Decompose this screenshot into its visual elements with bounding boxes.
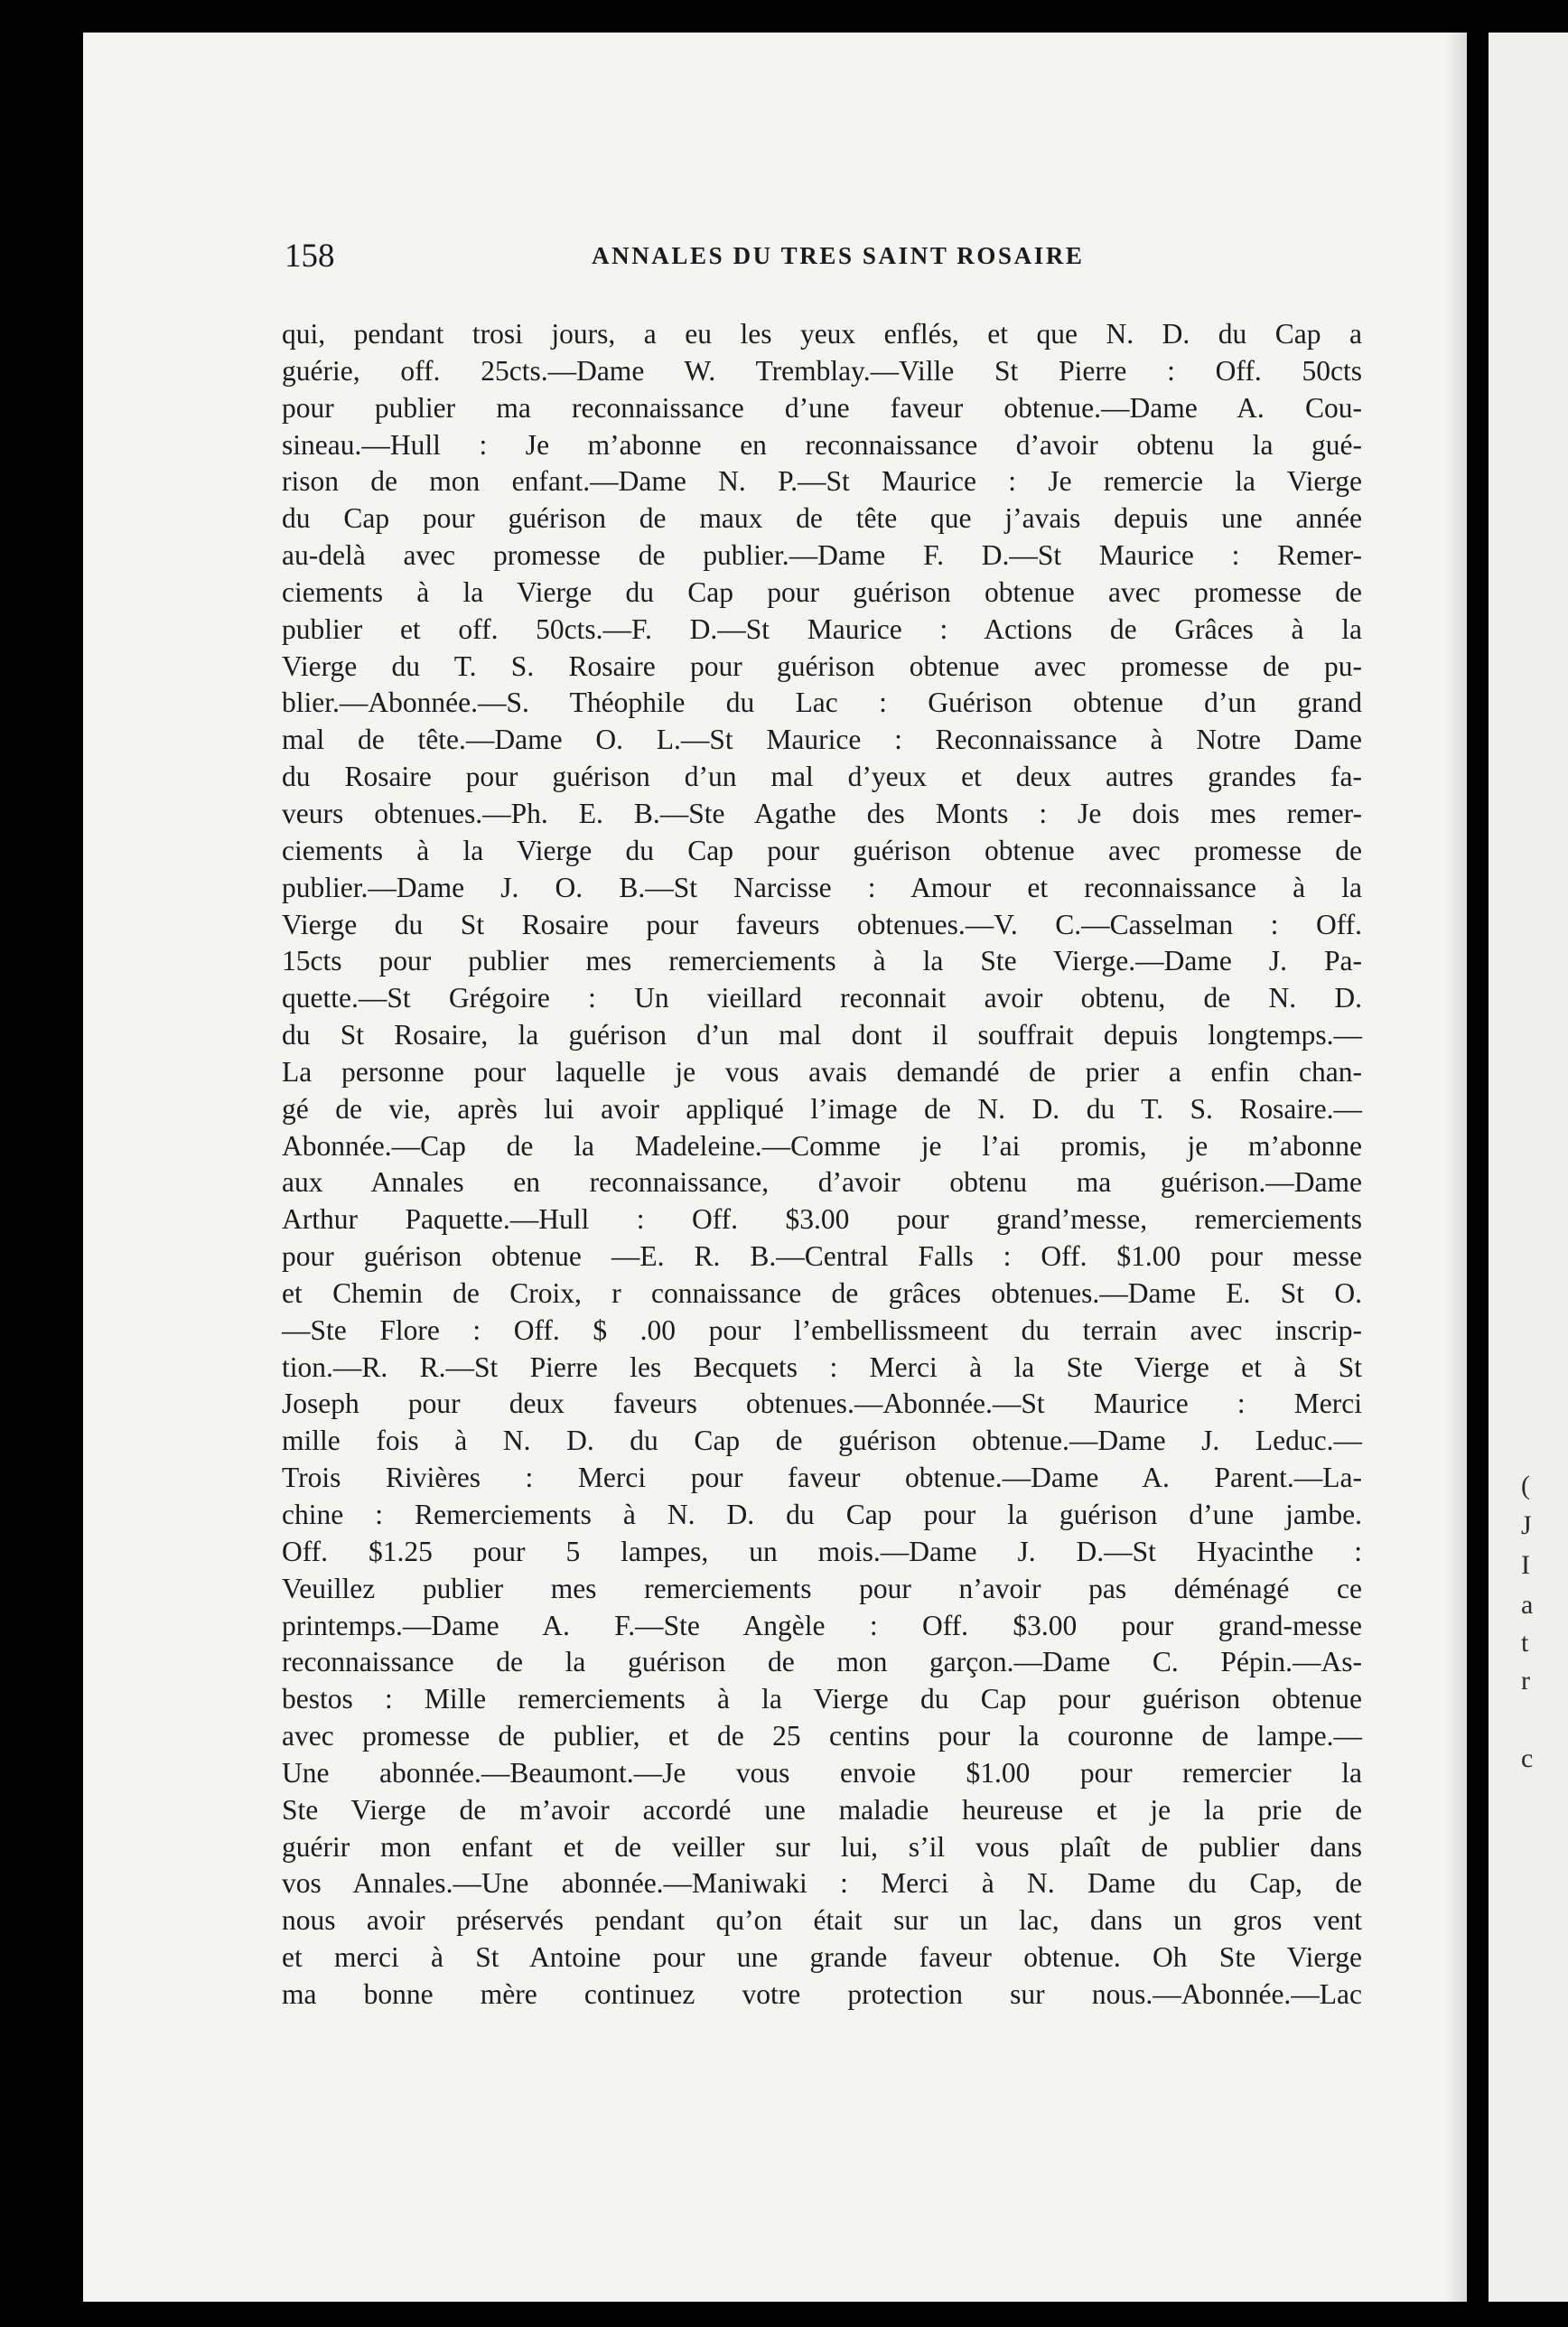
text-line: Off. $1.25 pour 5 lampes, un mois.—Dame J. D.—St Hyacinthe :	[282, 1535, 1362, 1567]
next-page-fragment: r	[1521, 1666, 1530, 1696]
next-page-edge	[1489, 33, 1568, 2302]
text-line: pour guérison obtenue —E. R. B.—Central Falls : Off. $1.00 pour messe	[282, 1240, 1362, 1273]
text-line: et Chemin de Croix, r connaissance de grâces obtenues.—Dame E. St O.	[282, 1276, 1362, 1309]
text-line: quette.—St Grégoire : Un vieillard reconnait avoir obtenu, de N. D.	[282, 982, 1362, 1014]
text-line: reconnaissance de la guérison de mon garçon.—Dame C. Pépin.—As-	[282, 1646, 1362, 1678]
text-line: Trois Rivières : Merci pour faveur obtenue.—Dame A. Parent.—La-	[282, 1462, 1362, 1494]
text-line: et merci à St Antoine pour une grande faveur obtenue. Oh Ste Vierge	[282, 1941, 1362, 1974]
text-line: Abonnée.—Cap de la Madeleine.—Comme je l’ai promis, je m’abonne	[282, 1129, 1362, 1162]
text-line: ma bonne mère continuez votre protection sur nous.—Abonnée.—Lac	[282, 1977, 1362, 2010]
next-page-fragment: c	[1521, 1743, 1534, 1773]
text-line: Vierge du T. S. Rosaire pour guérison obtenue avec promesse de pu-	[282, 650, 1362, 682]
text-line: pour publier ma reconnaissance d’une faveur obtenue.—Dame A. Cou-	[282, 391, 1362, 424]
text-line: ciements à la Vierge du Cap pour guérison obtenue avec promesse de	[282, 575, 1362, 608]
next-page-fragment: J	[1521, 1510, 1532, 1540]
text-line: Ste Vierge de m’avoir accordé une maladie heureuse et je la prie de	[282, 1793, 1362, 1826]
text-line: publier et off. 50cts.—F. D.—St Maurice : Actions de Grâces à la	[282, 612, 1362, 645]
text-line: guérir mon enfant et de veiller sur lui, s’il vous plaît de publier dans	[282, 1830, 1362, 1863]
text-line: Une abonnée.—Beaumont.—Je vous envoie $1.00 pour remercier la	[282, 1756, 1362, 1789]
text-line: Veuillez publier mes remerciements pour n’avoir pas déménagé ce	[282, 1572, 1362, 1604]
running-head	[285, 237, 1215, 282]
text-line: publier.—Dame J. O. B.—St Narcisse : Amour et reconnaissance à la	[282, 871, 1362, 903]
page-gutter-shadow	[1443, 33, 1467, 2302]
text-line: au-delà avec promesse de publier.—Dame F. D.—St Maurice : Remer-	[282, 539, 1362, 572]
text-line: gé de vie, après lui avoir appliqué l’image de N. D. du T. S. Rosaire.—	[282, 1092, 1362, 1125]
text-line: printemps.—Dame A. F.—Ste Angèle : Off. $3.00 pour grand-messe	[282, 1609, 1362, 1641]
next-page-fragment: (	[1521, 1471, 1530, 1500]
text-line: Arthur Paquette.—Hull : Off. $3.00 pour grand’messe, remerciements	[282, 1203, 1362, 1236]
text-line: chine : Remerciements à N. D. du Cap pour la guérison d’une jambe.	[282, 1499, 1362, 1530]
text-line: mille fois à N. D. du Cap de guérison obtenue.—Dame J. Leduc.—	[282, 1425, 1362, 1457]
next-page-fragment: t	[1521, 1628, 1529, 1658]
text-line: du Cap pour guérison de maux de tête que j’avais depuis une année	[282, 502, 1362, 535]
text-line: blier.—Abonnée.—S. Théophile du Lac : Guérison obtenue d’un grand	[282, 687, 1362, 719]
text-line: du Rosaire pour guérison d’un mal d’yeux et deux autres grandes fa-	[282, 761, 1362, 793]
text-line: rison de mon enfant.—Dame N. P.—St Maurice : Je remercie la Vierge	[282, 465, 1362, 498]
next-page-fragment: I	[1521, 1550, 1530, 1580]
text-line: bestos : Mille remerciements à la Vierge du Cap pour guérison obtenue	[282, 1683, 1362, 1715]
text-line: guérie, off. 25cts.—Dame W. Tremblay.—Ville St Pierre : Off. 50cts	[282, 354, 1362, 387]
text-line: Joseph pour deux faveurs obtenues.—Abonnée.—St Maurice : Merci	[282, 1388, 1362, 1420]
text-line: La personne pour laquelle je vous avais demandé de prier a enfin chan-	[282, 1055, 1362, 1088]
running-title: ANNALES DU TRES SAINT ROSAIRE	[592, 242, 1085, 269]
text-line: sineau.—Hull : Je m’abonne en reconnaissance d’avoir obtenu la gué-	[282, 428, 1362, 461]
text-line: avec promesse de publier, et de 25 centins pour la couronne de lampe.—	[282, 1720, 1362, 1752]
text-line: ciements à la Vierge du Cap pour guérison obtenue avec promesse de	[282, 834, 1362, 866]
text-line: aux Annales en reconnaissance, d’avoir obtenu ma guérison.—Dame	[282, 1166, 1362, 1199]
text-line: veurs obtenues.—Ph. E. B.—Ste Agathe des Monts : Je dois mes remer-	[282, 797, 1362, 829]
text-line: 15cts pour publier mes remerciements à la Ste Vierge.—Dame J. Pa-	[282, 945, 1362, 977]
text-line: vos Annales.—Une abonnée.—Maniwaki : Merci à N. Dame du Cap, de	[282, 1867, 1362, 1900]
text-line: du St Rosaire, la guérison d’un mal dont il souffrait depuis longtemps.—	[282, 1019, 1362, 1051]
text-line: —Ste Flore : Off. $ .00 pour l’embellissmeent du terrain avec inscrip-	[282, 1313, 1362, 1346]
text-line: nous avoir préservés pendant qu’on était sur un lac, dans un gros vent	[282, 1904, 1362, 1937]
text-line: qui, pendant trosi jours, a eu les yeux enflés, et que N. D. du Cap a	[282, 318, 1362, 350]
next-page-fragment: a	[1521, 1590, 1534, 1620]
page-number: 158	[285, 238, 335, 275]
text-line: tion.—R. R.—St Pierre les Becquets : Merci à la Ste Vierge et à St	[282, 1350, 1362, 1383]
text-line: Vierge du St Rosaire pour faveurs obtenues.—V. C.—Casselman : Off.	[282, 908, 1362, 940]
text-line: mal de tête.—Dame O. L.—St Maurice : Reconnaissance à Notre Dame	[282, 724, 1362, 756]
body-text	[282, 316, 1362, 2014]
